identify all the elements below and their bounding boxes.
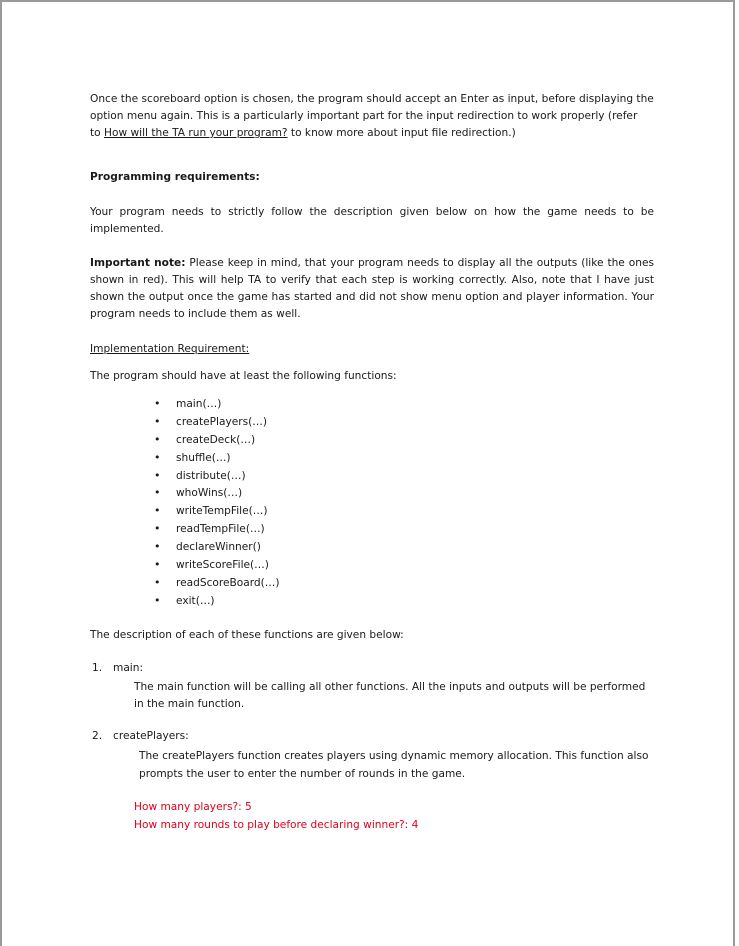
bullet-icon: •: [154, 522, 161, 536]
item-2-line-2: prompts the user to enter the number of rounds in the game.: [139, 768, 466, 780]
function-list-item: [154, 395, 280, 413]
function-name: createDeck(…): [176, 433, 256, 446]
function-list-item: [154, 484, 280, 502]
function-list-item: [154, 520, 280, 538]
function-list-item: [154, 449, 280, 467]
bullet-icon: •: [154, 575, 161, 589]
bullet-icon: •: [154, 504, 161, 518]
item-1-line-2: in the main function.: [134, 698, 245, 710]
function-list-item: [154, 574, 280, 592]
function-name: readScoreBoard(…): [176, 576, 280, 589]
functions-intro: The program should have at least the following functions:: [90, 370, 397, 382]
implementation-requirement-heading: Implementation Requirement:: [90, 343, 250, 355]
sample-output: [134, 799, 418, 834]
intro-line-2: option menu again. This is a particularly important part for the input redirection to work properly (refer: [90, 110, 638, 122]
function-list-item: [154, 413, 280, 431]
function-name: createPlayers(…): [176, 415, 267, 428]
function-list-item: [154, 538, 280, 556]
important-note-text: Please keep in mind, that your program needs to display all the outputs (like the ones shown in red). This will help TA to verify that each step is working correctly. Also, note that I have just shown the output once the game has started and did not show menu option and player information. Your program needs to include them as well.: [90, 257, 654, 320]
intro-line-3-pre: to: [90, 127, 105, 139]
intro-paragraph: [90, 91, 654, 142]
item-1-name: main:: [113, 662, 144, 674]
bullet-icon: •: [154, 432, 161, 446]
bullet-icon: •: [154, 593, 161, 607]
function-list-item: [154, 592, 280, 610]
function-list-item: [154, 467, 280, 485]
important-note-label: Important note:: [90, 257, 186, 269]
function-list-item: [154, 556, 280, 574]
function-name: distribute(…): [176, 469, 246, 482]
intro-line-3-post: to know more about input file redirection.): [287, 127, 516, 139]
function-name: writeScoreFile(…): [176, 559, 269, 572]
function-list-item: [154, 431, 280, 449]
function-name: main(…): [176, 398, 222, 410]
item-2-number: 2.: [92, 730, 103, 742]
programming-requirements-heading: Programming requirements:: [90, 171, 260, 183]
function-name: writeTempFile(…): [176, 505, 268, 518]
intro-line-1: Once the scoreboard option is chosen, the program should accept an Enter as input, before displaying the: [90, 93, 654, 105]
item-2-line-1: The createPlayers function creates players using dynamic memory allocation. This function also: [139, 750, 649, 762]
functions-list: [154, 395, 280, 610]
bullet-icon: •: [154, 450, 161, 464]
ta-run-program-link[interactable]: How will the TA run your program?: [104, 127, 288, 139]
sample-output-line-1: How many players?: 5: [134, 801, 252, 813]
function-name: readTempFile(…): [176, 523, 265, 536]
bullet-icon: •: [154, 397, 161, 410]
intro-line-3: [90, 125, 654, 142]
bullet-icon: •: [154, 486, 161, 500]
item-1-description: [134, 679, 645, 713]
programming-requirements-text: Your program needs to strictly follow the description given below on how the game needs to be implemented.: [90, 206, 654, 235]
function-name: shuffle(…): [176, 451, 231, 464]
function-list-item: [154, 502, 280, 520]
item-2-description: [139, 747, 648, 783]
bullet-icon: •: [154, 540, 161, 554]
function-name: exit(…): [176, 594, 215, 607]
bullet-icon: •: [154, 414, 161, 428]
function-name: whoWins(…): [176, 487, 243, 500]
item-1-number: 1.: [92, 662, 103, 674]
sample-output-line-2: How many rounds to play before declaring winner?: 4: [134, 818, 419, 831]
description-intro: The description of each of these functions are given below:: [90, 629, 404, 641]
item-1-line-1: The main function will be calling all other functions. All the inputs and outputs will be performed: [134, 681, 646, 693]
bullet-icon: •: [154, 468, 161, 482]
item-2-name: createPlayers:: [113, 730, 189, 742]
important-note-paragraph: [90, 255, 654, 323]
function-name: declareWinner(): [176, 541, 261, 554]
bullet-icon: •: [154, 558, 161, 572]
